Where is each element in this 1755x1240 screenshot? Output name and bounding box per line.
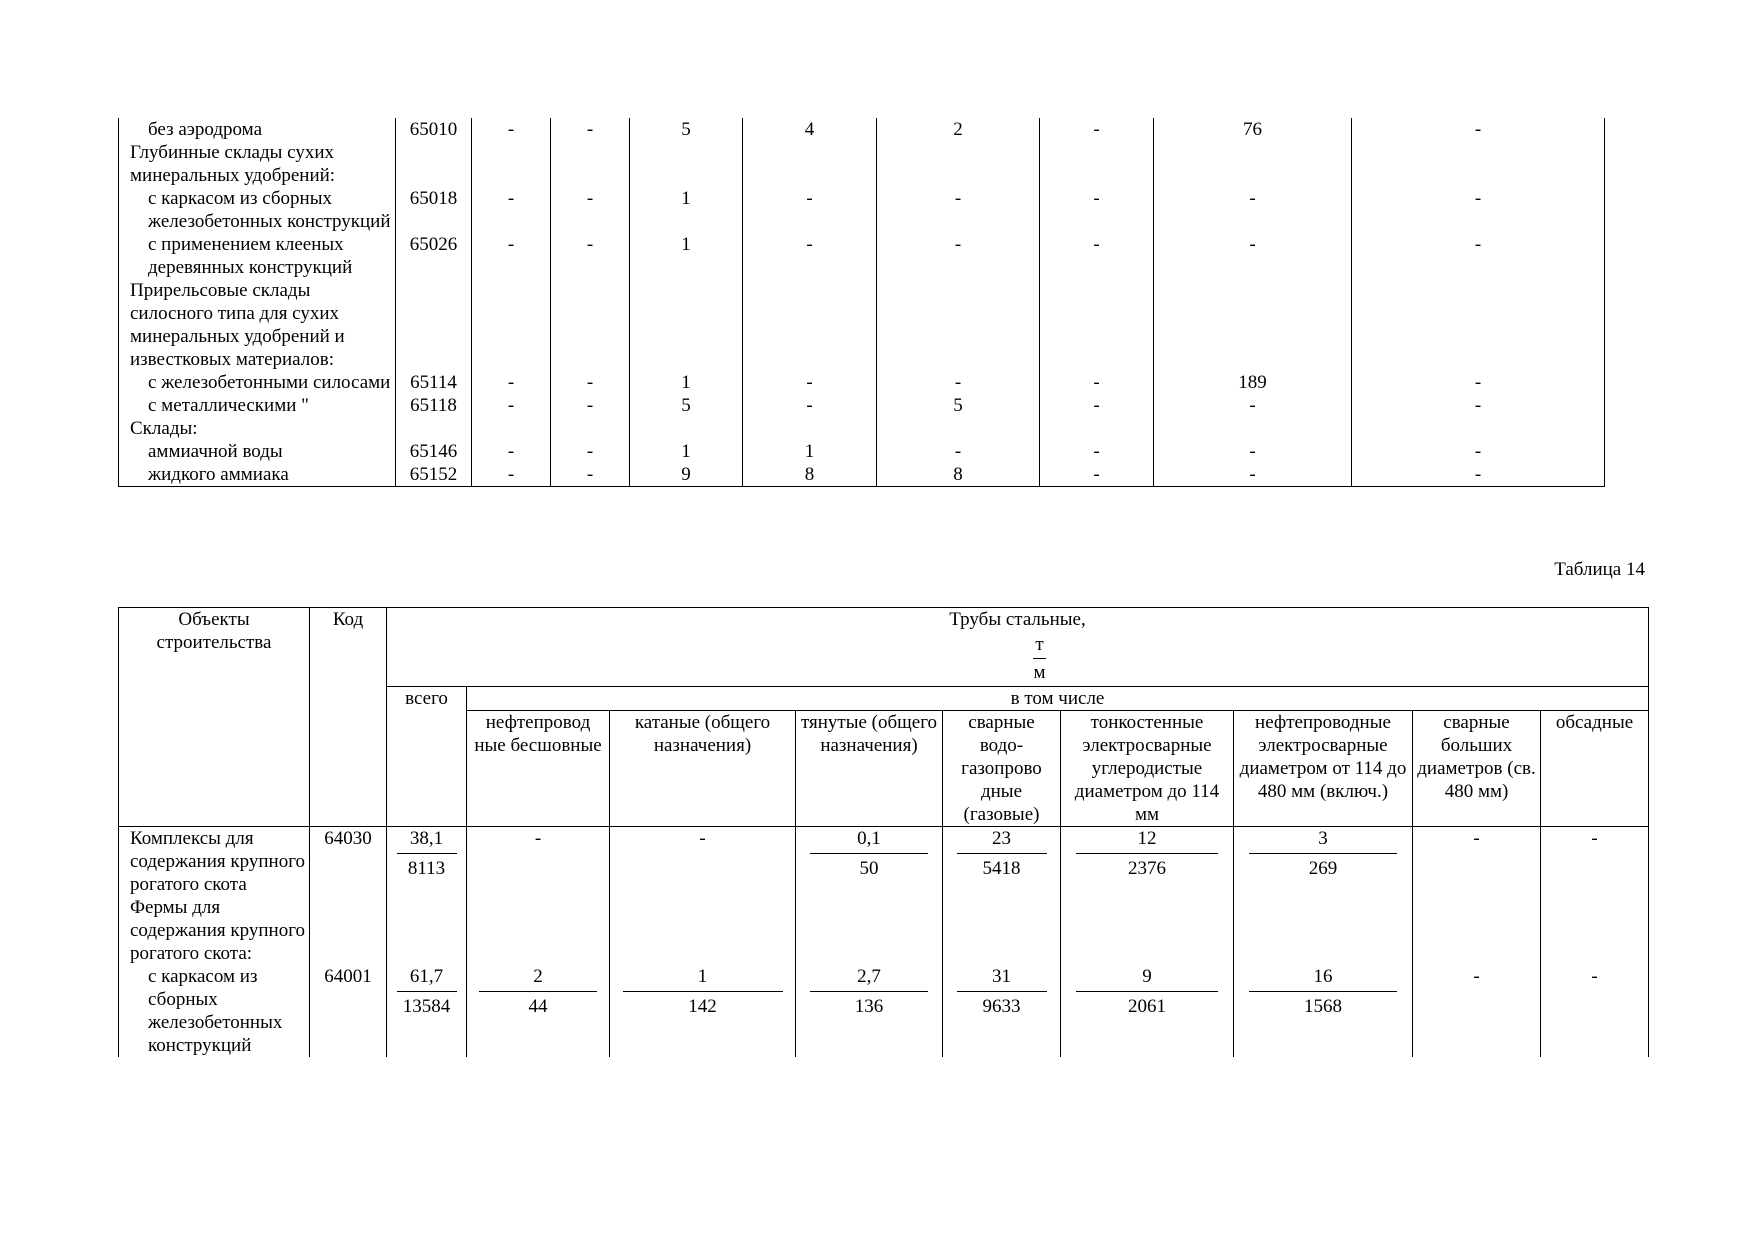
row-cell: - <box>743 187 877 233</box>
row-cell <box>877 279 1040 371</box>
fraction-denominator: 50 <box>859 858 879 879</box>
fraction-numerator: 12 <box>1076 827 1218 854</box>
row-name: с применением клееных деревянных конструкций <box>148 234 353 278</box>
fraction-denominator: 8113 <box>407 858 446 879</box>
row-cell: - <box>1352 233 1605 279</box>
row-code: 65152 <box>396 463 472 487</box>
row-cell: - <box>551 118 630 141</box>
row-cell: - <box>467 827 610 897</box>
row-code: 65010 <box>396 118 472 141</box>
table-row <box>119 187 1605 233</box>
header-total: всего <box>387 687 467 827</box>
row-cell: 1 <box>630 371 743 394</box>
fraction-denominator: 136 <box>854 996 884 1017</box>
row-cell <box>877 417 1040 440</box>
fraction-numerator: 2,7 <box>810 965 928 992</box>
row-cell: - <box>1352 463 1605 487</box>
row-cell <box>467 896 610 965</box>
row-cell: 1 <box>630 233 743 279</box>
row-cell: 8 <box>877 463 1040 487</box>
row-cell: 2 <box>877 118 1040 141</box>
row-cell: - <box>551 371 630 394</box>
fraction-value <box>479 965 597 1018</box>
table-row <box>119 463 1605 487</box>
row-cell <box>551 141 630 187</box>
row-cell <box>877 141 1040 187</box>
row-cell: - <box>472 187 551 233</box>
header-subcol: сварные больших диаметров (св. 480 мм) <box>1413 711 1541 827</box>
row-cell <box>1541 896 1649 965</box>
fraction-numerator: 16 <box>1249 965 1397 992</box>
table-row <box>119 279 1605 371</box>
row-cell: 5 <box>630 394 743 417</box>
row-cell: 4 <box>743 118 877 141</box>
row-code <box>396 417 472 440</box>
steel-pipes-table <box>118 607 1649 1057</box>
row-name: аммиачной воды <box>148 441 283 462</box>
row-cell: 76 <box>1154 118 1352 141</box>
header-subcol: тянутые (общего назначения) <box>796 711 943 827</box>
fraction-denominator: 269 <box>1308 858 1338 879</box>
fraction-value <box>957 827 1047 880</box>
row-cell <box>743 141 877 187</box>
fraction-value <box>397 965 457 1018</box>
table-row <box>119 440 1605 463</box>
row-name: с металлическими " <box>148 395 309 416</box>
header-code: Код <box>310 608 387 827</box>
fraction-value <box>1076 827 1218 880</box>
row-cell: - <box>1040 463 1154 487</box>
unit-top: т <box>1033 631 1045 659</box>
fraction-value <box>1249 965 1397 1018</box>
fraction-numerator: 1 <box>623 965 783 992</box>
row-name: Прирельсовые склады силосного типа для сухих минеральных удобрений и известковых материалов: <box>130 280 345 370</box>
row-cell: - <box>1154 463 1352 487</box>
row-code: 65114 <box>396 371 472 394</box>
header-group-label: Трубы стальные, <box>949 609 1086 630</box>
row-cell <box>796 965 943 1057</box>
fraction-numerator: 38,1 <box>397 827 457 854</box>
fraction-numerator: 9 <box>1076 965 1218 992</box>
row-code: 64001 <box>310 965 387 1057</box>
row-cell <box>1234 827 1413 897</box>
row-cell <box>630 141 743 187</box>
fraction-numerator: 31 <box>957 965 1047 992</box>
row-cell <box>472 417 551 440</box>
fraction-value <box>957 965 1047 1018</box>
row-cell: - <box>551 394 630 417</box>
row-cell <box>630 417 743 440</box>
row-code: 65118 <box>396 394 472 417</box>
row-cell <box>1040 279 1154 371</box>
fraction-value <box>1249 827 1397 880</box>
row-cell: - <box>877 187 1040 233</box>
header-subcol: нефтепровод ные бесшовные <box>467 711 610 827</box>
row-cell: 1 <box>630 187 743 233</box>
fraction-numerator: 23 <box>957 827 1047 854</box>
row-cell: - <box>472 394 551 417</box>
row-cell <box>1154 279 1352 371</box>
table-row <box>119 896 1649 965</box>
row-cell: 5 <box>877 394 1040 417</box>
row-name: Комплексы для содержания крупного рогатого скота <box>119 827 310 897</box>
row-cell: - <box>1040 187 1154 233</box>
row-cell: - <box>1352 371 1605 394</box>
fraction-value <box>397 827 457 880</box>
unit-fraction <box>1033 631 1045 686</box>
row-cell <box>472 141 551 187</box>
row-cell <box>943 896 1061 965</box>
row-cell: - <box>1040 118 1154 141</box>
header-subcol: обсадные <box>1541 711 1649 827</box>
row-cell: - <box>1352 440 1605 463</box>
row-code <box>396 141 472 187</box>
table-row <box>119 394 1605 417</box>
header-objects: Объекты строительства <box>119 608 310 827</box>
row-code: 65026 <box>396 233 472 279</box>
header-subcol: катаные (общего назначения) <box>610 711 796 827</box>
row-cell: - <box>1352 394 1605 417</box>
row-cell: - <box>472 233 551 279</box>
fraction-value <box>810 965 928 1018</box>
table-row <box>119 417 1605 440</box>
row-cell <box>1234 896 1413 965</box>
header-subcol: сварные водо-газопрово дные (газовые) <box>943 711 1061 827</box>
table-continuation <box>118 118 1605 487</box>
row-code <box>310 896 387 965</box>
header-group <box>387 608 1649 687</box>
row-name: жидкого аммиака <box>148 464 289 485</box>
row-code <box>396 279 472 371</box>
row-cell: - <box>1154 187 1352 233</box>
row-cell: - <box>551 440 630 463</box>
row-cell <box>610 965 796 1057</box>
row-cell <box>943 827 1061 897</box>
row-name: Глубинные склады сухих минеральных удобрений: <box>130 142 336 186</box>
table-row <box>119 233 1605 279</box>
row-cell: - <box>1154 233 1352 279</box>
row-cell: - <box>877 233 1040 279</box>
fraction-denominator: 2061 <box>1128 996 1166 1017</box>
row-cell <box>610 896 796 965</box>
row-cell: 9 <box>630 463 743 487</box>
table-row <box>119 965 1649 1057</box>
row-cell: - <box>610 827 796 897</box>
table-caption: Таблица 14 <box>1554 559 1645 580</box>
row-cell: - <box>1154 440 1352 463</box>
table-row <box>119 118 1605 141</box>
row-cell <box>1061 827 1234 897</box>
row-cell: 8 <box>743 463 877 487</box>
row-cell <box>387 896 467 965</box>
fraction-value <box>1076 965 1218 1018</box>
row-code: 64030 <box>310 827 387 897</box>
row-cell: - <box>1040 371 1154 394</box>
row-cell: - <box>743 233 877 279</box>
row-cell <box>1040 141 1154 187</box>
table-row <box>119 827 1649 897</box>
row-cell: - <box>1040 394 1154 417</box>
row-code: 65146 <box>396 440 472 463</box>
row-cell: - <box>1154 394 1352 417</box>
fraction-numerator: 2 <box>479 965 597 992</box>
row-cell: - <box>1352 187 1605 233</box>
row-code: 65018 <box>396 187 472 233</box>
row-cell: - <box>472 371 551 394</box>
row-cell: - <box>472 463 551 487</box>
row-name: Фермы для содержания крупного рогатого скота: <box>119 896 310 965</box>
row-cell: - <box>743 371 877 394</box>
row-cell <box>943 965 1061 1057</box>
row-cell <box>387 827 467 897</box>
row-cell: - <box>1040 440 1154 463</box>
row-cell <box>1154 141 1352 187</box>
row-cell: 5 <box>630 118 743 141</box>
fraction-denominator: 2376 <box>1128 858 1166 879</box>
row-cell <box>1154 417 1352 440</box>
row-cell: - <box>1541 965 1649 1057</box>
row-cell: - <box>1413 827 1541 897</box>
row-name: с железобетонными силосами <box>148 372 391 393</box>
fraction-denominator: 5418 <box>982 858 1021 879</box>
fraction-numerator: 3 <box>1249 827 1397 854</box>
fraction-denominator: 13584 <box>402 996 451 1017</box>
fraction-numerator: 0,1 <box>810 827 928 854</box>
row-cell: - <box>551 463 630 487</box>
row-cell: - <box>1352 118 1605 141</box>
row-cell: - <box>877 371 1040 394</box>
row-cell <box>743 417 877 440</box>
row-name: с каркасом из сборных железобетонных конструкций <box>148 188 391 232</box>
row-cell <box>472 279 551 371</box>
fraction-denominator: 44 <box>528 996 548 1017</box>
fraction-value <box>623 965 783 1018</box>
row-cell: - <box>1040 233 1154 279</box>
fraction-denominator: 1568 <box>1304 996 1342 1017</box>
fraction-numerator: 61,7 <box>397 965 457 992</box>
header-row-1 <box>119 608 1649 687</box>
row-cell: 1 <box>743 440 877 463</box>
row-cell <box>1352 279 1605 371</box>
row-cell: - <box>551 233 630 279</box>
table-row <box>119 371 1605 394</box>
row-cell: - <box>1413 965 1541 1057</box>
row-cell <box>551 279 630 371</box>
row-cell <box>630 279 743 371</box>
header-subcol: тонкостенные электросварные углеродистые диаметром до 114 мм <box>1061 711 1234 827</box>
row-name: без аэродрома <box>148 119 263 140</box>
row-cell: 1 <box>630 440 743 463</box>
unit-bottom: м <box>1033 662 1046 683</box>
row-cell <box>796 896 943 965</box>
fraction-value <box>810 827 928 880</box>
row-cell: - <box>877 440 1040 463</box>
row-cell <box>1352 141 1605 187</box>
row-cell <box>1234 965 1413 1057</box>
row-cell <box>1061 965 1234 1057</box>
row-cell <box>1352 417 1605 440</box>
row-cell: - <box>551 187 630 233</box>
row-cell <box>1061 896 1234 965</box>
row-cell: - <box>1541 827 1649 897</box>
row-name: Склады: <box>130 418 198 439</box>
row-cell <box>387 965 467 1057</box>
row-cell <box>743 279 877 371</box>
table-row <box>119 141 1605 187</box>
fraction-denominator: 9633 <box>982 996 1021 1017</box>
row-cell: - <box>743 394 877 417</box>
row-cell: 189 <box>1154 371 1352 394</box>
row-cell <box>1040 417 1154 440</box>
row-cell <box>1413 896 1541 965</box>
row-cell <box>796 827 943 897</box>
row-cell <box>467 965 610 1057</box>
fraction-denominator: 142 <box>688 996 717 1017</box>
row-cell: - <box>472 118 551 141</box>
row-name: с каркасом из сборных железобетонных конструкций <box>119 965 310 1057</box>
header-subcol: нефтепроводные электросварные диаметром от 114 до 480 мм (включ.) <box>1234 711 1413 827</box>
header-including: в том числе <box>467 687 1649 711</box>
row-cell <box>551 417 630 440</box>
row-cell: - <box>472 440 551 463</box>
